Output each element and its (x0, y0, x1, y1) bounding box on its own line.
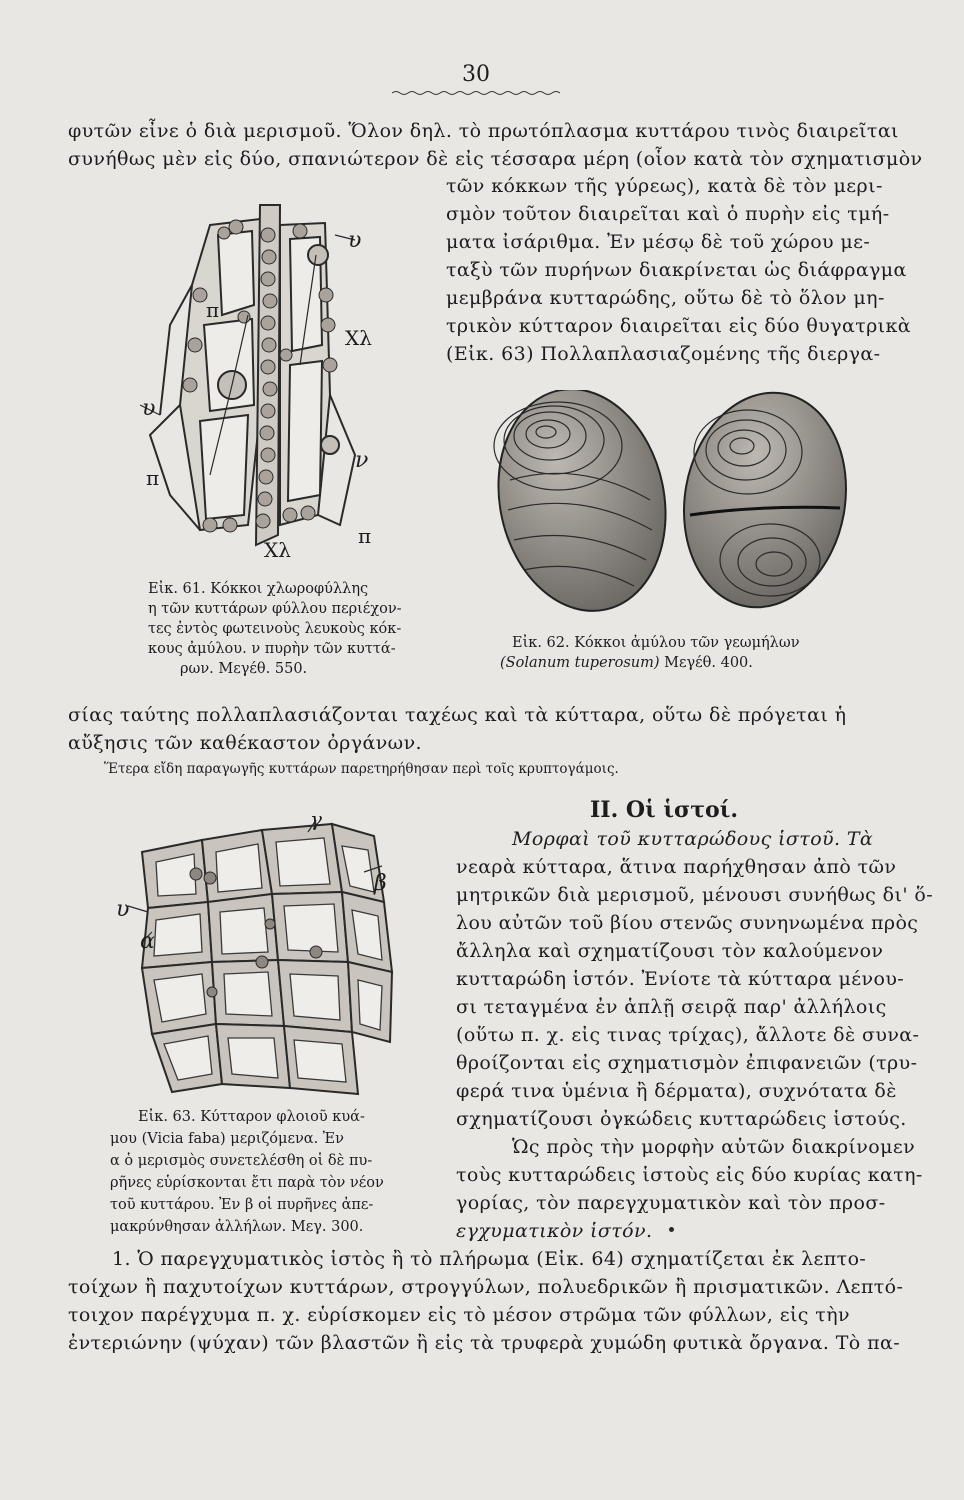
body-line: αὔξησις τῶν καθέκαστον ὀργάνων. (68, 732, 422, 754)
section-line: ἄλληλα καὶ σχηματίζουσι τὸν καλούμενον (456, 940, 884, 962)
section-line: (οὕτω π. χ. εἰς τινας τρίχας), ἄλλοτε δὲ συνα- (456, 1024, 920, 1046)
figure-61-chlorophyll-cells (140, 195, 390, 575)
body-line: φυτῶν εἶνε ὁ διὰ μερισμοῦ. Ὅλον δηλ. τὸ πρωτόπλασμα κυττάρου τινὸς διαιρεῖται (68, 120, 899, 142)
fig61-label-pi-left: π (146, 466, 160, 490)
fig61-caption-line: η τῶν κυττάρων φύλλου περιέχον- (148, 601, 402, 617)
fig61-label-v-left: υ (142, 396, 156, 421)
body-line: συνήθως μὲν εἰς δύο, σπανιώτερον δὲ εἰς τέσσαρα μέρη (οἷον κατὰ τὸν σχηματισμὸν (68, 148, 923, 170)
section-line: σι τεταγμένα ἐν ἁπλῇ σειρᾷ παρ' ἀλλήλοις (456, 996, 887, 1018)
section-line: Ὡς πρὸς τὴν μορφὴν αὐτῶν διακρίνομεν (512, 1136, 916, 1158)
fig63-label-v: υ (116, 897, 130, 922)
fig63-label-gamma: γ (310, 812, 322, 831)
fig61-caption-line: ρων. Μεγέθ. 550. (180, 661, 308, 677)
body-line: σίας ταύτης πολλαπλασιάζονται ταχέως καὶ τὰ κύτταρα, οὕτω δὲ πρόγεται ἡ (68, 704, 847, 726)
section-line: μητρικῶν διὰ μερισμοῦ, μένουσι συνήθως δι' ὅ- (456, 884, 934, 906)
fig63-label-beta: β (374, 871, 387, 896)
small-note: Ἕτερα εἴδη παραγωγῆς κυττάρων παρετηρήθησαν περὶ τοῖς κρυπτογάμοις. (104, 761, 619, 777)
page-number: 30 (462, 62, 490, 87)
section-line: εγχυματικὸν ἱστόν. (456, 1220, 653, 1242)
fig62-caption-line2 (500, 654, 753, 673)
figure-63-bean-cortex-cells (112, 812, 412, 1112)
fig61-label-v-top: υ (348, 228, 362, 253)
starch-grain-left (490, 390, 685, 627)
body-line: μεμβράνα κυτταρώδης, οὕτω δὲ τὸ ὅλον μη- (446, 287, 885, 309)
fig63-caption-line: τοῦ κυττάρου. Ἐν β οἱ πυρῆνες ἀπε- (110, 1197, 374, 1213)
fig61-caption-line: Εἰκ. 61. Κόκκοι χλωροφύλλης (148, 581, 369, 597)
fig61-caption-line: κους ἀμύλου. ν πυρὴν τῶν κυττά- (148, 641, 396, 657)
fig61-label-nu: ν (355, 448, 369, 473)
section-line: κυτταρώδη ἱστόν. Ἐνίοτε τὰ κύτταρα μένου- (456, 968, 905, 990)
section-line: σχηματίζουσι ὀγκώδεις κυτταρώδεις ἱστούς. (456, 1108, 907, 1130)
section-line: γορίας, τὸν παρεγχυματικὸν καὶ τὸν προσ- (456, 1192, 886, 1214)
fig61-label-pi-bottom: π (358, 524, 372, 548)
section-line: νεαρὰ κύτταρα, ἅτινα παρήχθησαν ἀπὸ τῶν (456, 856, 897, 878)
fig63-caption-line: Εἰκ. 63. Κύτταρον φλοιοῦ κυά- (138, 1109, 365, 1125)
section-line: θροίζονται εἰς σχηματισμὸν ἐπιφανειῶν (τρυ- (456, 1052, 918, 1074)
section-line: Μορφαὶ τοῦ κυτταρώδους ἱστοῦ. Τὰ (512, 828, 874, 850)
bullet-dot (669, 1227, 674, 1232)
body-line: σμὸν τοῦτον διαιρεῖται καὶ ὁ πυρὴν εἰς τμή- (446, 203, 890, 225)
fig63-label-alpha: α (140, 929, 155, 954)
body-line: ταξὺ τῶν πυρήνων διακρίνεται ὡς διάφραγμα (446, 259, 907, 281)
fig63-caption-line: ρῆνες εὑρίσκονται ἔτι παρὰ τὸν νέον (110, 1175, 384, 1191)
body-line: 1. Ὁ παρεγχυματικὸς ἱστὸς ἢ τὸ πλήρωμα (Εἰκ. 64) σχηματίζεται ἐκ λεπτο- (112, 1248, 867, 1270)
fig63-caption-line: μου (Vicia faba) μεριζόμενα. Ἐν (110, 1131, 344, 1147)
page-number-ornament (392, 90, 564, 96)
body-line: (Εἰκ. 63) Πολλαπλασιαζομένης τῆς διεργα- (446, 343, 881, 365)
fig62-caption-line: Εἰκ. 62. Κόκκοι ἀμύλου τῶν γεωμήλων (512, 635, 800, 651)
section-heading: ΙΙ. Οἱ ἱστοί. (590, 797, 739, 823)
body-line: ματα ἰσάριθμα. Ἐν μέσῳ δὲ τοῦ χώρου με- (446, 231, 871, 253)
body-line: τοίχων ἢ παχυτοίχων κυττάρων, στρογγύλων, πολυεδρικῶν ἢ πρισματικῶν. Λεπτό- (68, 1276, 904, 1298)
fig62-caption-rest: Μεγέθ. 400. (659, 655, 753, 671)
figure-62-starch-grains (490, 390, 860, 630)
fig62-caption-latin: (Solanum tuperosum) (500, 655, 660, 671)
body-line: τρικὸν κύτταρον διαιρεῖται εἰς δύο θυγατρικὰ (446, 315, 912, 337)
body-line: ἐντεριώνην (ψύχαν) τῶν βλαστῶν ἢ εἰς τὰ τρυφερὰ χυμώδη φυτικὰ ὄργανα. Τὸ πα- (68, 1332, 901, 1354)
section-line: φερά τινα ὑμένια ἢ δέρματα), συχνότατα δὲ (456, 1080, 897, 1102)
section-line: τοὺς κυτταρώδεις ἱστοὺς εἰς δύο κυρίας κατη- (456, 1164, 923, 1186)
starch-grain-right (667, 390, 860, 620)
fig61-caption-line: τες ἐντὸς φωτεινοὺς λευκοὺς κόκ- (148, 621, 402, 637)
fig61-label-chl-bottom: Χλ (264, 538, 291, 562)
fig63-caption-line: α ὁ μερισμὸς συνετελέσθη οἱ δὲ πυ- (110, 1153, 373, 1169)
body-line: τοιχον παρέγχυμα π. χ. εὑρίσκομεν εἰς τὸ μέσον στρῶμα τῶν φύλλων, εἰς τὴν (68, 1304, 850, 1326)
fig61-label-pi-mid: π (206, 298, 220, 322)
section-line: λου αὐτῶν τοῦ βίου στενῶς συνηνωμένα πρὸς (456, 912, 919, 934)
fig63-caption-line: μακρύνθησαν ἀλλήλων. Μεγ. 300. (110, 1219, 364, 1235)
body-line: τῶν κόκκων τῆς γύρεως), κατὰ δὲ τὸν μερι- (446, 175, 883, 197)
fig61-label-chl-right: Χλ (345, 326, 372, 350)
